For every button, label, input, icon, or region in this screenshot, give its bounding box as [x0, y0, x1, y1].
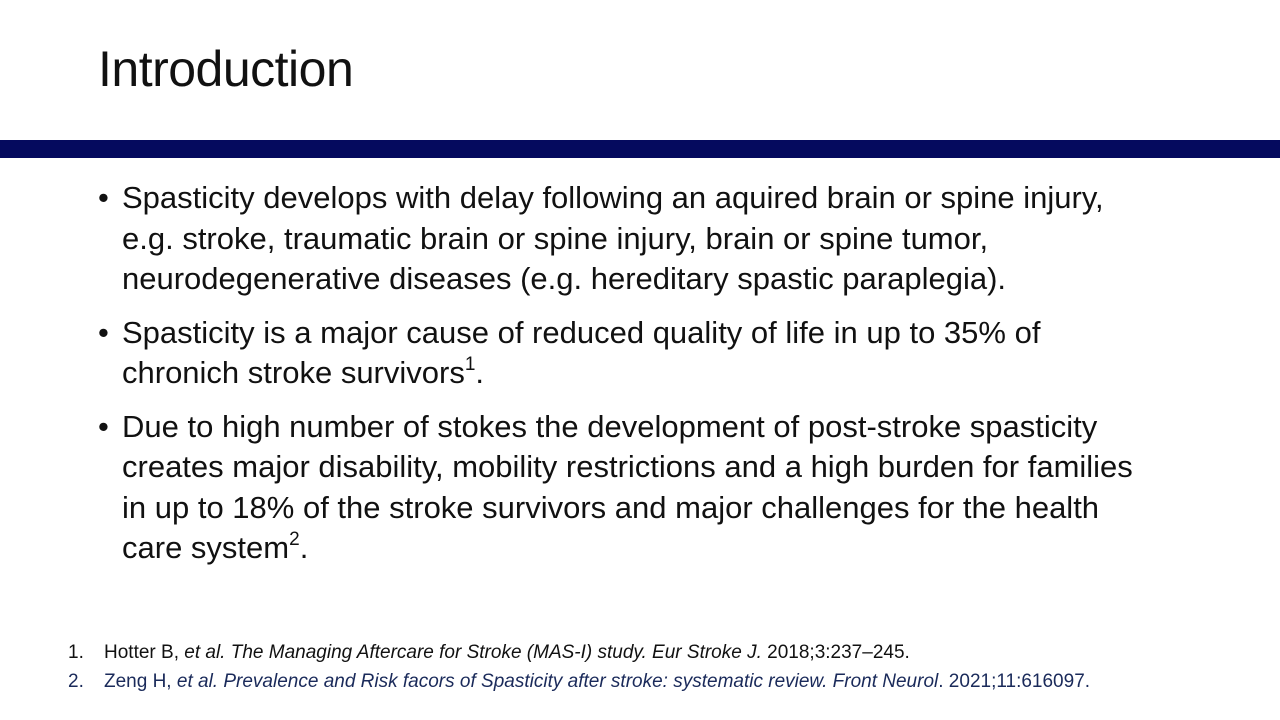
reference-item [68, 667, 1268, 696]
bullet-list [98, 178, 1158, 582]
reference-author: Hotter B, [104, 642, 185, 663]
reference-citation: . 2021;11:616097. [938, 671, 1091, 692]
bullet-text: Spasticity develops with delay following an aquired brain or spine injury, e.g. stroke, traumatic brain or spine injury, brain or spine tumor, neurodegenerative diseases (e.g. hereditary spastic paraplegia). [122, 180, 1104, 296]
slide-title: Introduction [98, 41, 354, 97]
reference-title: Prevalence and Risk facors of Spasticity after stroke: systematic review. Front Neurol [223, 671, 939, 692]
reference-title: The Managing Aftercare for Stroke (MAS-I) study. Eur Stroke J. [230, 642, 762, 663]
bullet-item [98, 178, 1158, 300]
reference-item [68, 638, 1268, 667]
bullet-marker: • [98, 314, 109, 350]
footnote-marker: 1 [464, 353, 476, 375]
bullet-item [98, 407, 1158, 569]
reference-list [68, 638, 1268, 696]
reference-etal: et al. [176, 671, 224, 692]
reference-number: 1. [68, 642, 84, 663]
bullet-end: . [299, 530, 309, 565]
bullet-marker: • [98, 408, 109, 444]
bullet-text: Due to high number of stokes the development of post-stroke spasticity creates major disability, mobility restrictions and a high burden for families in up to 18% of the stroke survivors and major challenges for the health care system [122, 408, 1133, 565]
bullet-item [98, 313, 1158, 394]
bullet-end: . [475, 355, 485, 390]
reference-citation: 2018;3:237–245. [761, 642, 910, 663]
bullet-text: Spasticity is a major cause of reduced quality of life in up to 35% of chronich stroke survivors [122, 314, 1041, 390]
bullet-marker: • [98, 180, 109, 215]
reference-number: 2. [68, 671, 84, 692]
title-divider-band [0, 140, 1280, 158]
footnote-marker: 2 [289, 528, 300, 550]
reference-author: Zeng H, [104, 671, 177, 692]
reference-etal: et al. [184, 642, 231, 663]
